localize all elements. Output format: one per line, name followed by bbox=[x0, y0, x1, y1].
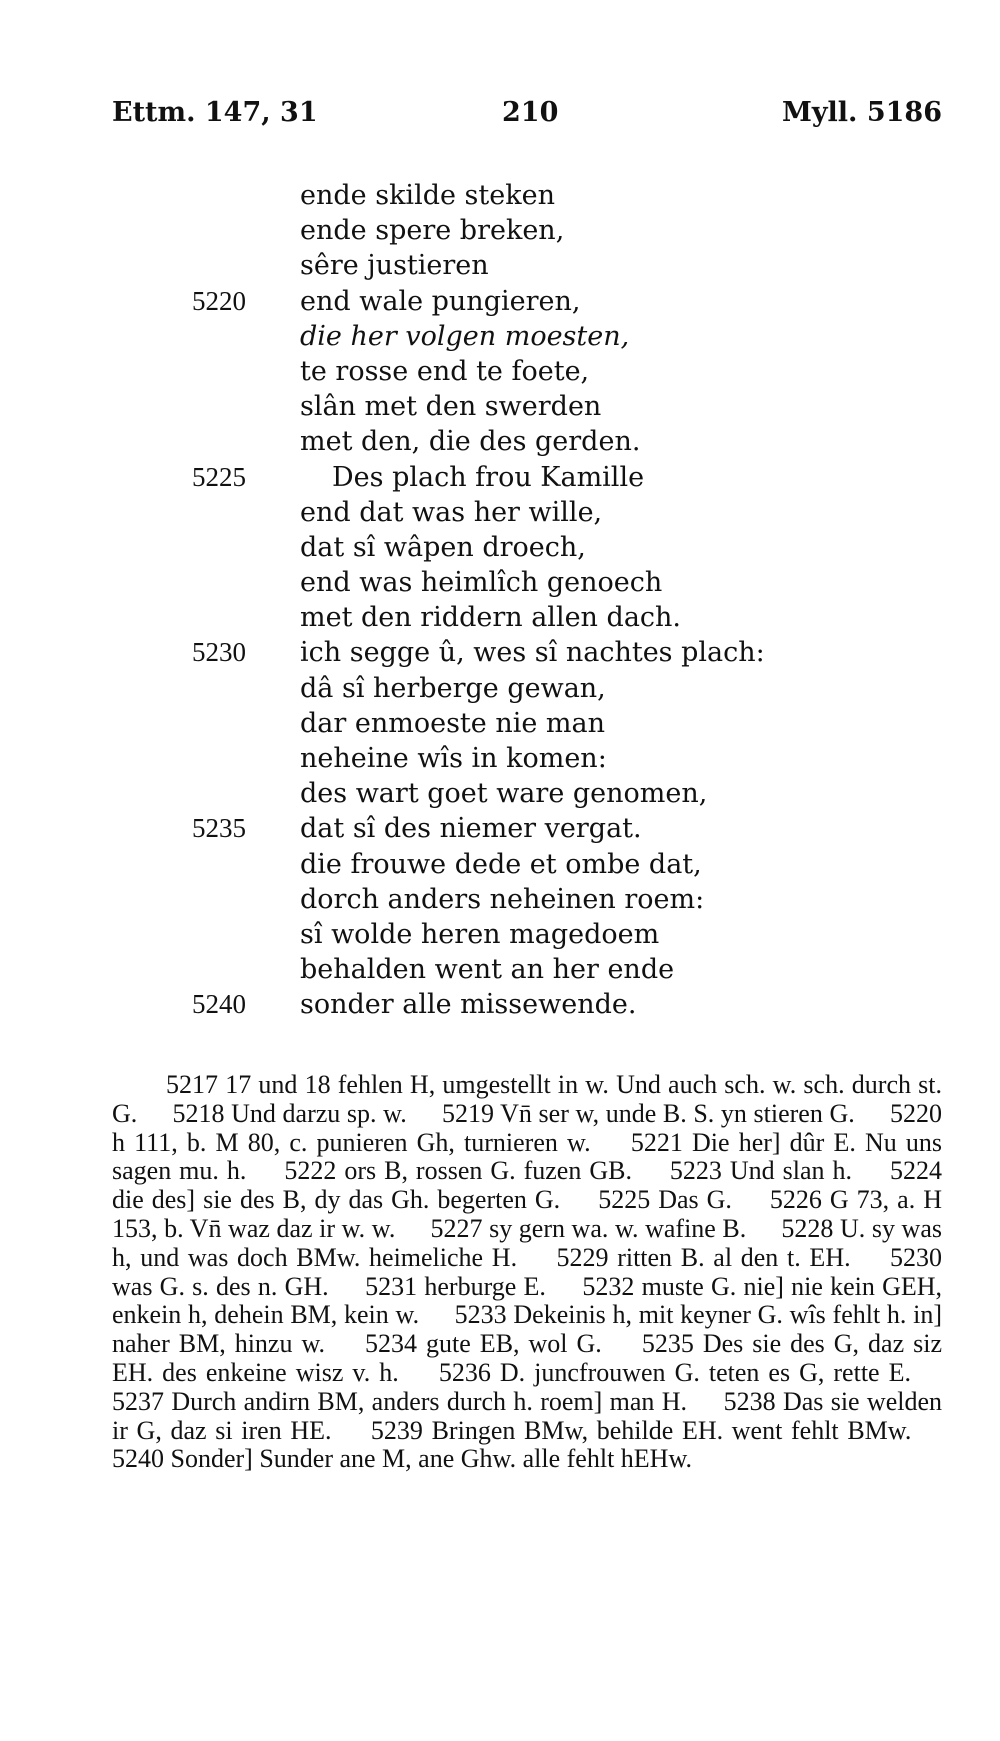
apparatus-line-number: 5232 bbox=[582, 1271, 635, 1301]
apparatus-line-number: 5231 bbox=[365, 1271, 418, 1301]
verse-text: dat sî des niemer vergat. bbox=[300, 813, 642, 845]
verse-text: sêre justieren bbox=[300, 250, 489, 282]
verse-line bbox=[0, 284, 1000, 319]
apparatus-reading: U. sy was h, und was doch BMw. heimeliche H. bbox=[112, 1213, 942, 1272]
apparatus-line-number: 5223 bbox=[669, 1156, 722, 1186]
verse-text: sonder alle missewende. bbox=[300, 989, 637, 1021]
apparatus-reading: die des] sie des B, dy das Gh. begerten G. bbox=[112, 1185, 561, 1215]
verse-line bbox=[0, 987, 1000, 1022]
verse-text: end was heimlîch genoech bbox=[300, 567, 663, 599]
verse-line bbox=[0, 424, 1000, 459]
apparatus-line-number: 5228 bbox=[781, 1213, 834, 1243]
apparatus-line-number: 5239 bbox=[370, 1415, 423, 1445]
apparatus-note bbox=[598, 1185, 732, 1214]
apparatus-note bbox=[556, 1243, 850, 1272]
apparatus-reading: muste G. nie] nie kein GEH, enkein h, dehein BM, kein w. bbox=[112, 1271, 943, 1330]
apparatus-line-number: 5230 bbox=[890, 1242, 943, 1272]
apparatus-line-number: 5238 bbox=[723, 1386, 776, 1416]
verse-line bbox=[0, 952, 1000, 987]
verse-text: die frouwe dede et ombe dat, bbox=[300, 848, 702, 880]
apparatus-reading: Und darzu sp. w. bbox=[231, 1098, 407, 1128]
apparatus-line-number: 5226 bbox=[769, 1185, 822, 1215]
verse-text: slân met den swerden bbox=[300, 391, 602, 423]
verse-text: met den riddern allen dach. bbox=[300, 602, 682, 634]
apparatus-line-number: 5227 bbox=[430, 1213, 483, 1243]
verse-text: neheine wîs in komen: bbox=[300, 743, 607, 774]
apparatus-note bbox=[431, 1214, 747, 1243]
apparatus-line-number: 5233 bbox=[454, 1300, 507, 1330]
apparatus-reading: Bringen BMw, behilde EH. went fehlt BMw. bbox=[431, 1415, 912, 1445]
verse-text: des wart goet ware genomen, bbox=[300, 778, 708, 810]
critical-apparatus bbox=[112, 1071, 942, 1474]
apparatus-note bbox=[284, 1156, 632, 1185]
verse-line bbox=[0, 917, 1000, 952]
apparatus-line-number: 5234 bbox=[365, 1329, 418, 1359]
apparatus-note bbox=[670, 1156, 852, 1185]
apparatus-reading: Das G. bbox=[658, 1185, 732, 1215]
apparatus-note bbox=[112, 1387, 687, 1416]
verse-text: die her volgen moesten, bbox=[300, 320, 630, 352]
verse-line bbox=[0, 530, 1000, 565]
apparatus-reading: Das sie welden ir G, daz si iren HE. bbox=[112, 1386, 943, 1445]
verse-number: 5225 bbox=[192, 461, 246, 492]
apparatus-reading: Dekeinis h, mit keyner G. wîs fehlt h. in] naher BM, hinzu w. bbox=[112, 1300, 943, 1359]
apparatus-line-number: 5222 bbox=[284, 1156, 337, 1186]
apparatus-reading: gute EB, wol G. bbox=[426, 1329, 602, 1359]
apparatus-reading: herburge E. bbox=[424, 1271, 546, 1301]
apparatus-line-number: 5235 bbox=[641, 1329, 694, 1359]
verse-line bbox=[0, 178, 1000, 213]
verse-number: 5230 bbox=[192, 637, 246, 668]
verse-line bbox=[0, 741, 1000, 776]
verse-number: 5235 bbox=[192, 813, 246, 844]
apparatus-line-number: 5237 bbox=[112, 1386, 164, 1416]
verse-text: dat sî wâpen droech, bbox=[300, 531, 586, 563]
verse-text: ich segge û, wes sî nachtes plach: bbox=[300, 637, 765, 669]
verse-text: met den, die des gerden. bbox=[300, 426, 641, 458]
verse-text: sî wolde heren magedoem bbox=[300, 918, 660, 950]
apparatus-line-number: 5229 bbox=[556, 1242, 609, 1272]
apparatus-note bbox=[371, 1416, 911, 1445]
apparatus-reading: ritten B. al den t. EH. bbox=[617, 1242, 851, 1272]
verse-text: dâ sî herberge gewan, bbox=[300, 672, 606, 704]
verse-line bbox=[0, 213, 1000, 248]
verse-line bbox=[0, 389, 1000, 424]
apparatus-note bbox=[112, 1444, 692, 1473]
verse-line bbox=[0, 460, 1000, 495]
apparatus-reading: sy gern wa. w. wafine B. bbox=[489, 1213, 747, 1243]
apparatus-reading: Und slan h. bbox=[729, 1156, 853, 1186]
apparatus-note bbox=[439, 1358, 911, 1387]
header-reference-left: Ettm. 147, 31 bbox=[112, 97, 318, 128]
apparatus-reading: h 111, b. M 80, c. punieren Gh, turnieren w. bbox=[112, 1127, 591, 1157]
apparatus-note bbox=[442, 1099, 855, 1128]
verse-number: 5240 bbox=[192, 989, 246, 1020]
verse-line bbox=[0, 847, 1000, 882]
apparatus-line-number: 5219 bbox=[442, 1098, 494, 1128]
verse-number: 5220 bbox=[192, 285, 246, 316]
apparatus-reading: D. juncfrouwen G. teten es G, rette E. bbox=[499, 1357, 911, 1387]
verse-line bbox=[0, 811, 1000, 846]
verse-text: te rosse end te foete, bbox=[300, 355, 590, 387]
verse-text: end dat was her wille, bbox=[300, 496, 603, 528]
apparatus-line-number: 5224 bbox=[890, 1156, 943, 1186]
verse-line bbox=[0, 671, 1000, 706]
apparatus-reading: Durch andirn BM, anders durch h. roem] man H. bbox=[171, 1386, 687, 1416]
verse-text: ende spere breken, bbox=[300, 215, 565, 247]
apparatus-line-number: 5236 bbox=[438, 1357, 491, 1387]
verse-line bbox=[0, 635, 1000, 670]
apparatus-note bbox=[365, 1272, 546, 1301]
apparatus-reading: Sonder] Sunder ane M, ane Ghw. alle fehlt hEHw. bbox=[170, 1444, 693, 1474]
apparatus-line-number: 5220 bbox=[890, 1098, 942, 1128]
verse-text: dar enmoeste nie man bbox=[300, 707, 606, 739]
apparatus-reading: Des sie des G, daz siz EH. des enkeine wisz v. h. bbox=[112, 1329, 943, 1387]
verse-text: behalden went an her ende bbox=[300, 954, 675, 986]
apparatus-line-number: 5240 bbox=[112, 1444, 164, 1474]
apparatus-line-number: 5221 bbox=[630, 1127, 683, 1157]
apparatus-line-number: 5218 bbox=[172, 1098, 225, 1128]
apparatus-reading: Vn̄ ser w, unde B. S. yn stieren G. bbox=[500, 1098, 855, 1128]
verse-line bbox=[0, 495, 1000, 530]
apparatus-reading: ors B, rossen G. fuzen GB. bbox=[344, 1156, 632, 1186]
verse-text: dorch anders neheinen roem: bbox=[300, 883, 705, 915]
apparatus-note bbox=[173, 1099, 407, 1128]
apparatus-line-number: 5217 bbox=[166, 1070, 218, 1099]
verse-line bbox=[0, 354, 1000, 389]
apparatus-line-number: 5225 bbox=[598, 1185, 651, 1215]
verse-line bbox=[0, 600, 1000, 635]
apparatus-paragraph bbox=[112, 1071, 942, 1474]
verse-line bbox=[0, 565, 1000, 600]
page-number: 210 bbox=[502, 97, 559, 128]
verse-text: ende skilde steken bbox=[300, 180, 555, 211]
verse-line bbox=[0, 706, 1000, 741]
verse-line bbox=[0, 248, 1000, 283]
verse-block bbox=[0, 178, 1000, 1023]
header-reference-right: Myll. 5186 bbox=[781, 97, 942, 128]
verse-text: Des plach frou Kamille bbox=[332, 461, 645, 493]
verse-line bbox=[0, 882, 1000, 917]
apparatus-reading: G 73, a. H 153, b. Vn̄ waz daz ir w. w. bbox=[112, 1185, 942, 1243]
apparatus-reading: 17 und 18 fehlen H, umgestellt in w. Und auch sch. w. sch. durch st. G. bbox=[112, 1070, 943, 1128]
verse-line bbox=[0, 319, 1000, 354]
apparatus-reading: was G. s. des n. GH. bbox=[112, 1271, 329, 1301]
apparatus-reading: Die her] dûr E. Nu uns sagen mu. h. bbox=[112, 1127, 943, 1186]
verse-line bbox=[0, 776, 1000, 811]
verse-text: end wale pungieren, bbox=[300, 285, 581, 317]
apparatus-note bbox=[365, 1329, 602, 1358]
